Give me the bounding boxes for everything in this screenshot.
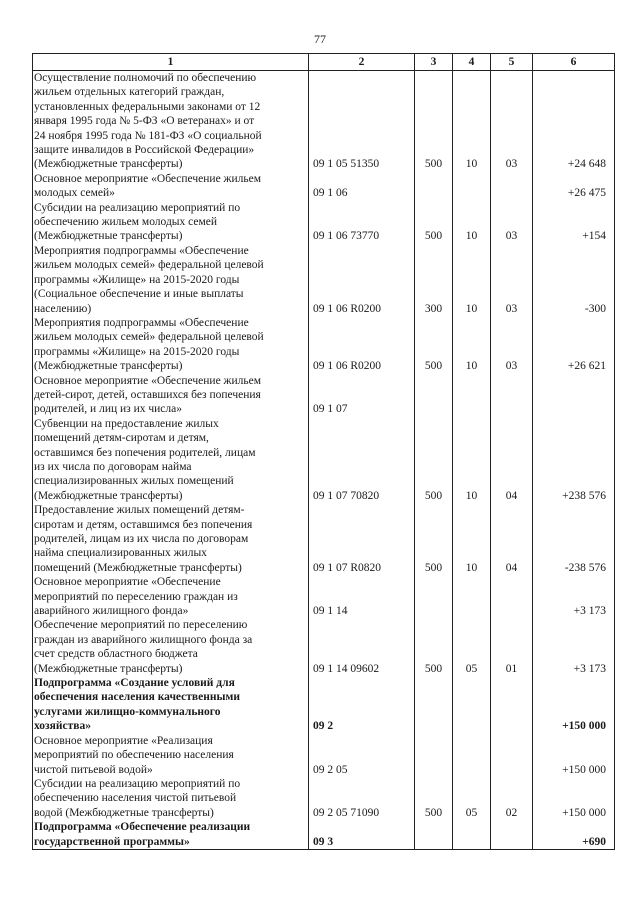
- row-col-3: [415, 676, 453, 734]
- table-row: [33, 244, 615, 316]
- description-line: программы «Жилище» на 2015-2020 годы: [34, 273, 240, 286]
- description-line: родителей, лицам из их числа по договорам: [34, 533, 249, 545]
- row-col-5: 04: [491, 417, 533, 503]
- description-line: хозяйства»: [34, 720, 91, 733]
- row-col-4: [453, 575, 491, 618]
- description-line: Подпрограмма «Создание условий для: [34, 677, 235, 690]
- description-line: услугами жилищно-коммунального: [34, 705, 221, 718]
- description-line: помещений детям-сиротам и детям,: [34, 432, 209, 445]
- description-line: обеспечения населения качественными: [34, 691, 240, 704]
- row-code: 09 1 07: [309, 374, 415, 417]
- row-col-3: 500: [415, 201, 453, 244]
- column-header-code: 2: [309, 54, 415, 71]
- budget-table: [32, 53, 615, 850]
- row-col-3: 500: [415, 777, 453, 820]
- row-description: [33, 172, 309, 201]
- column-header-description: 1: [33, 54, 309, 71]
- row-description: [33, 71, 309, 172]
- description-line: (Межбюджетные трансферты): [34, 360, 183, 373]
- row-amount: +154: [533, 201, 615, 244]
- row-col-4: 10: [453, 503, 491, 575]
- row-amount: +150 000: [533, 777, 615, 820]
- row-col-4: [453, 820, 491, 849]
- row-code: 09 2: [309, 676, 415, 734]
- description-line: обеспечению жильем молодых семей: [34, 216, 218, 229]
- row-col-3: 300: [415, 244, 453, 316]
- row-code: 09 2 05: [309, 734, 415, 777]
- row-col-5: 03: [491, 316, 533, 374]
- row-col-3: 500: [415, 417, 453, 503]
- description-line: защите инвалидов в Российской Федерации»: [34, 144, 255, 157]
- row-description: [33, 244, 309, 316]
- description-line: Основное мероприятие «Обеспечение жильем: [34, 374, 262, 387]
- row-col-5: [491, 374, 533, 417]
- table-row: [33, 201, 615, 244]
- description-line: из их числа по договорам найма: [34, 460, 192, 473]
- description-line: жильем молодых семей» федеральной целевой: [34, 259, 264, 272]
- row-amount: [533, 374, 615, 417]
- row-col-3: [415, 820, 453, 849]
- description-line: (Межбюджетные трансферты): [34, 158, 183, 171]
- row-col-5: [491, 734, 533, 777]
- row-col-4: [453, 676, 491, 734]
- description-line: Субсидии на реализацию мероприятий по: [34, 201, 241, 214]
- row-amount: +150 000: [533, 734, 615, 777]
- row-amount: +690: [533, 820, 615, 849]
- row-code: 09 1 14: [309, 575, 415, 618]
- description-line: Субсидии на реализацию мероприятий по: [34, 777, 241, 790]
- row-col-5: 02: [491, 777, 533, 820]
- description-line: оставшимся без попечения родителей, лицам: [34, 446, 256, 459]
- row-code: 09 1 07 R0820: [309, 503, 415, 575]
- row-amount: +238 576: [533, 417, 615, 503]
- description-line: (Социальное обеспечение и иные выплаты: [34, 288, 244, 301]
- description-line: (Межбюджетные трансферты): [34, 489, 183, 502]
- row-description: [33, 618, 309, 676]
- description-line: программы «Жилище» на 2015-2020 годы: [34, 345, 240, 358]
- table-row: [33, 575, 615, 618]
- description-line: Основное мероприятие «Обеспечение: [34, 576, 221, 589]
- row-code: 09 2 05 71090: [309, 777, 415, 820]
- row-col-5: 03: [491, 244, 533, 316]
- row-col-5: [491, 575, 533, 618]
- description-line: Субвенции на предоставление жилых: [34, 417, 219, 430]
- row-code: 09 1 06 R0200: [309, 316, 415, 374]
- column-header-amount: 6: [533, 54, 615, 71]
- row-col-4: 10: [453, 71, 491, 172]
- description-line: молодых семей»: [34, 187, 115, 200]
- table-row: [33, 417, 615, 503]
- row-amount: +26 475: [533, 172, 615, 201]
- description-line: Подпрограмма «Обеспечение реализации: [34, 821, 251, 834]
- description-line: Основное мероприятие «Реализация: [34, 734, 213, 747]
- row-col-4: [453, 172, 491, 201]
- row-code: 09 1 14 09602: [309, 618, 415, 676]
- row-description: [33, 201, 309, 244]
- row-code: 09 3: [309, 820, 415, 849]
- row-col-3: [415, 575, 453, 618]
- row-amount: +3 173: [533, 618, 615, 676]
- table-row: [33, 503, 615, 575]
- row-col-4: 10: [453, 417, 491, 503]
- row-col-4: 05: [453, 777, 491, 820]
- description-line: помещений (Межбюджетные трансферты): [34, 561, 242, 574]
- description-line: жильем молодых семей» федеральной целевой: [34, 331, 264, 344]
- table-row: [33, 676, 615, 734]
- row-col-5: [491, 172, 533, 201]
- description-line: установленных федеральными законами от 12: [34, 100, 261, 113]
- column-header-4: 4: [453, 54, 491, 71]
- description-line: родителей, и лиц из их числа»: [34, 403, 182, 416]
- row-description: [33, 734, 309, 777]
- description-line: Осуществление полномочий по обеспечению: [34, 72, 257, 84]
- row-code: 09 1 06 R0200: [309, 244, 415, 316]
- table-row: [33, 316, 615, 374]
- row-description: [33, 503, 309, 575]
- row-col-3: [415, 172, 453, 201]
- row-description: [33, 820, 309, 849]
- row-description: [33, 374, 309, 417]
- row-col-3: [415, 734, 453, 777]
- table-row: [33, 172, 615, 201]
- table-header-row: [33, 54, 615, 71]
- row-amount: +26 621: [533, 316, 615, 374]
- row-amount: -300: [533, 244, 615, 316]
- row-col-4: [453, 734, 491, 777]
- description-line: 24 ноября 1995 года № 181-ФЗ «О социальной: [34, 129, 262, 142]
- description-line: водой (Межбюджетные трансферты): [34, 806, 214, 819]
- description-line: января 1995 года № 5-ФЗ «О ветеранах» и от: [34, 115, 255, 128]
- row-amount: +3 173: [533, 575, 615, 618]
- description-line: специализированных жилых помещений: [34, 475, 234, 488]
- description-line: мероприятий по переселению граждан из: [34, 590, 238, 603]
- table-row: [33, 618, 615, 676]
- description-line: чистой питьевой водой»: [34, 763, 153, 776]
- description-line: Обеспечение мероприятий по переселению: [34, 619, 248, 632]
- column-header-3: 3: [415, 54, 453, 71]
- row-col-4: 05: [453, 618, 491, 676]
- row-col-4: 10: [453, 316, 491, 374]
- table-body: [33, 71, 615, 850]
- row-col-3: [415, 374, 453, 417]
- row-description: [33, 316, 309, 374]
- row-code: 09 1 05 51350: [309, 71, 415, 172]
- row-col-5: [491, 676, 533, 734]
- description-line: счет средств областного бюджета: [34, 648, 198, 661]
- description-line: аварийного жилищного фонда»: [34, 605, 189, 618]
- row-amount: +150 000: [533, 676, 615, 734]
- description-line: Мероприятия подпрограммы «Обеспечение: [34, 244, 249, 257]
- row-col-5: 04: [491, 503, 533, 575]
- row-description: [33, 575, 309, 618]
- description-line: мероприятий по обеспечению населения: [34, 749, 234, 762]
- table-row: [33, 777, 615, 820]
- row-col-5: 03: [491, 71, 533, 172]
- row-col-3: 500: [415, 618, 453, 676]
- table-row: [33, 374, 615, 417]
- table-row: [33, 820, 615, 849]
- row-col-5: [491, 820, 533, 849]
- row-col-3: 500: [415, 316, 453, 374]
- row-col-5: 01: [491, 618, 533, 676]
- row-description: [33, 417, 309, 503]
- row-code: 09 1 06 73770: [309, 201, 415, 244]
- description-line: найма специализированных жилых: [34, 547, 207, 560]
- row-description: [33, 676, 309, 734]
- row-amount: +24 648: [533, 71, 615, 172]
- description-line: (Межбюджетные трансферты): [34, 662, 183, 675]
- row-code: 09 1 07 70820: [309, 417, 415, 503]
- column-header-5: 5: [491, 54, 533, 71]
- description-line: населению): [34, 302, 92, 315]
- description-line: жильем отдельных категорий граждан,: [34, 86, 225, 99]
- row-col-3: 500: [415, 503, 453, 575]
- description-line: детей-сирот, детей, оставшихся без попечения: [34, 388, 261, 401]
- row-col-5: 03: [491, 201, 533, 244]
- row-code: 09 1 06: [309, 172, 415, 201]
- description-line: Мероприятия подпрограммы «Обеспечение: [34, 316, 249, 329]
- description-line: граждан из аварийного жилищного фонда за: [34, 633, 253, 646]
- row-col-4: 10: [453, 244, 491, 316]
- table-row: [33, 734, 615, 777]
- row-col-3: 500: [415, 71, 453, 172]
- description-line: сиротам и детям, оставшимся без попечения: [34, 518, 253, 531]
- row-col-4: [453, 374, 491, 417]
- description-line: Основное мероприятие «Обеспечение жильем: [34, 172, 262, 185]
- description-line: обеспечению населения чистой питьевой: [34, 792, 237, 805]
- row-description: [33, 777, 309, 820]
- page-number: 77: [314, 32, 326, 46]
- description-line: (Межбюджетные трансферты): [34, 230, 183, 243]
- description-line: государственной программы»: [34, 835, 190, 848]
- row-amount: -238 576: [533, 503, 615, 575]
- table-row: [33, 71, 615, 172]
- row-col-4: 10: [453, 201, 491, 244]
- description-line: Предоставление жилых помещений детям-: [34, 504, 245, 517]
